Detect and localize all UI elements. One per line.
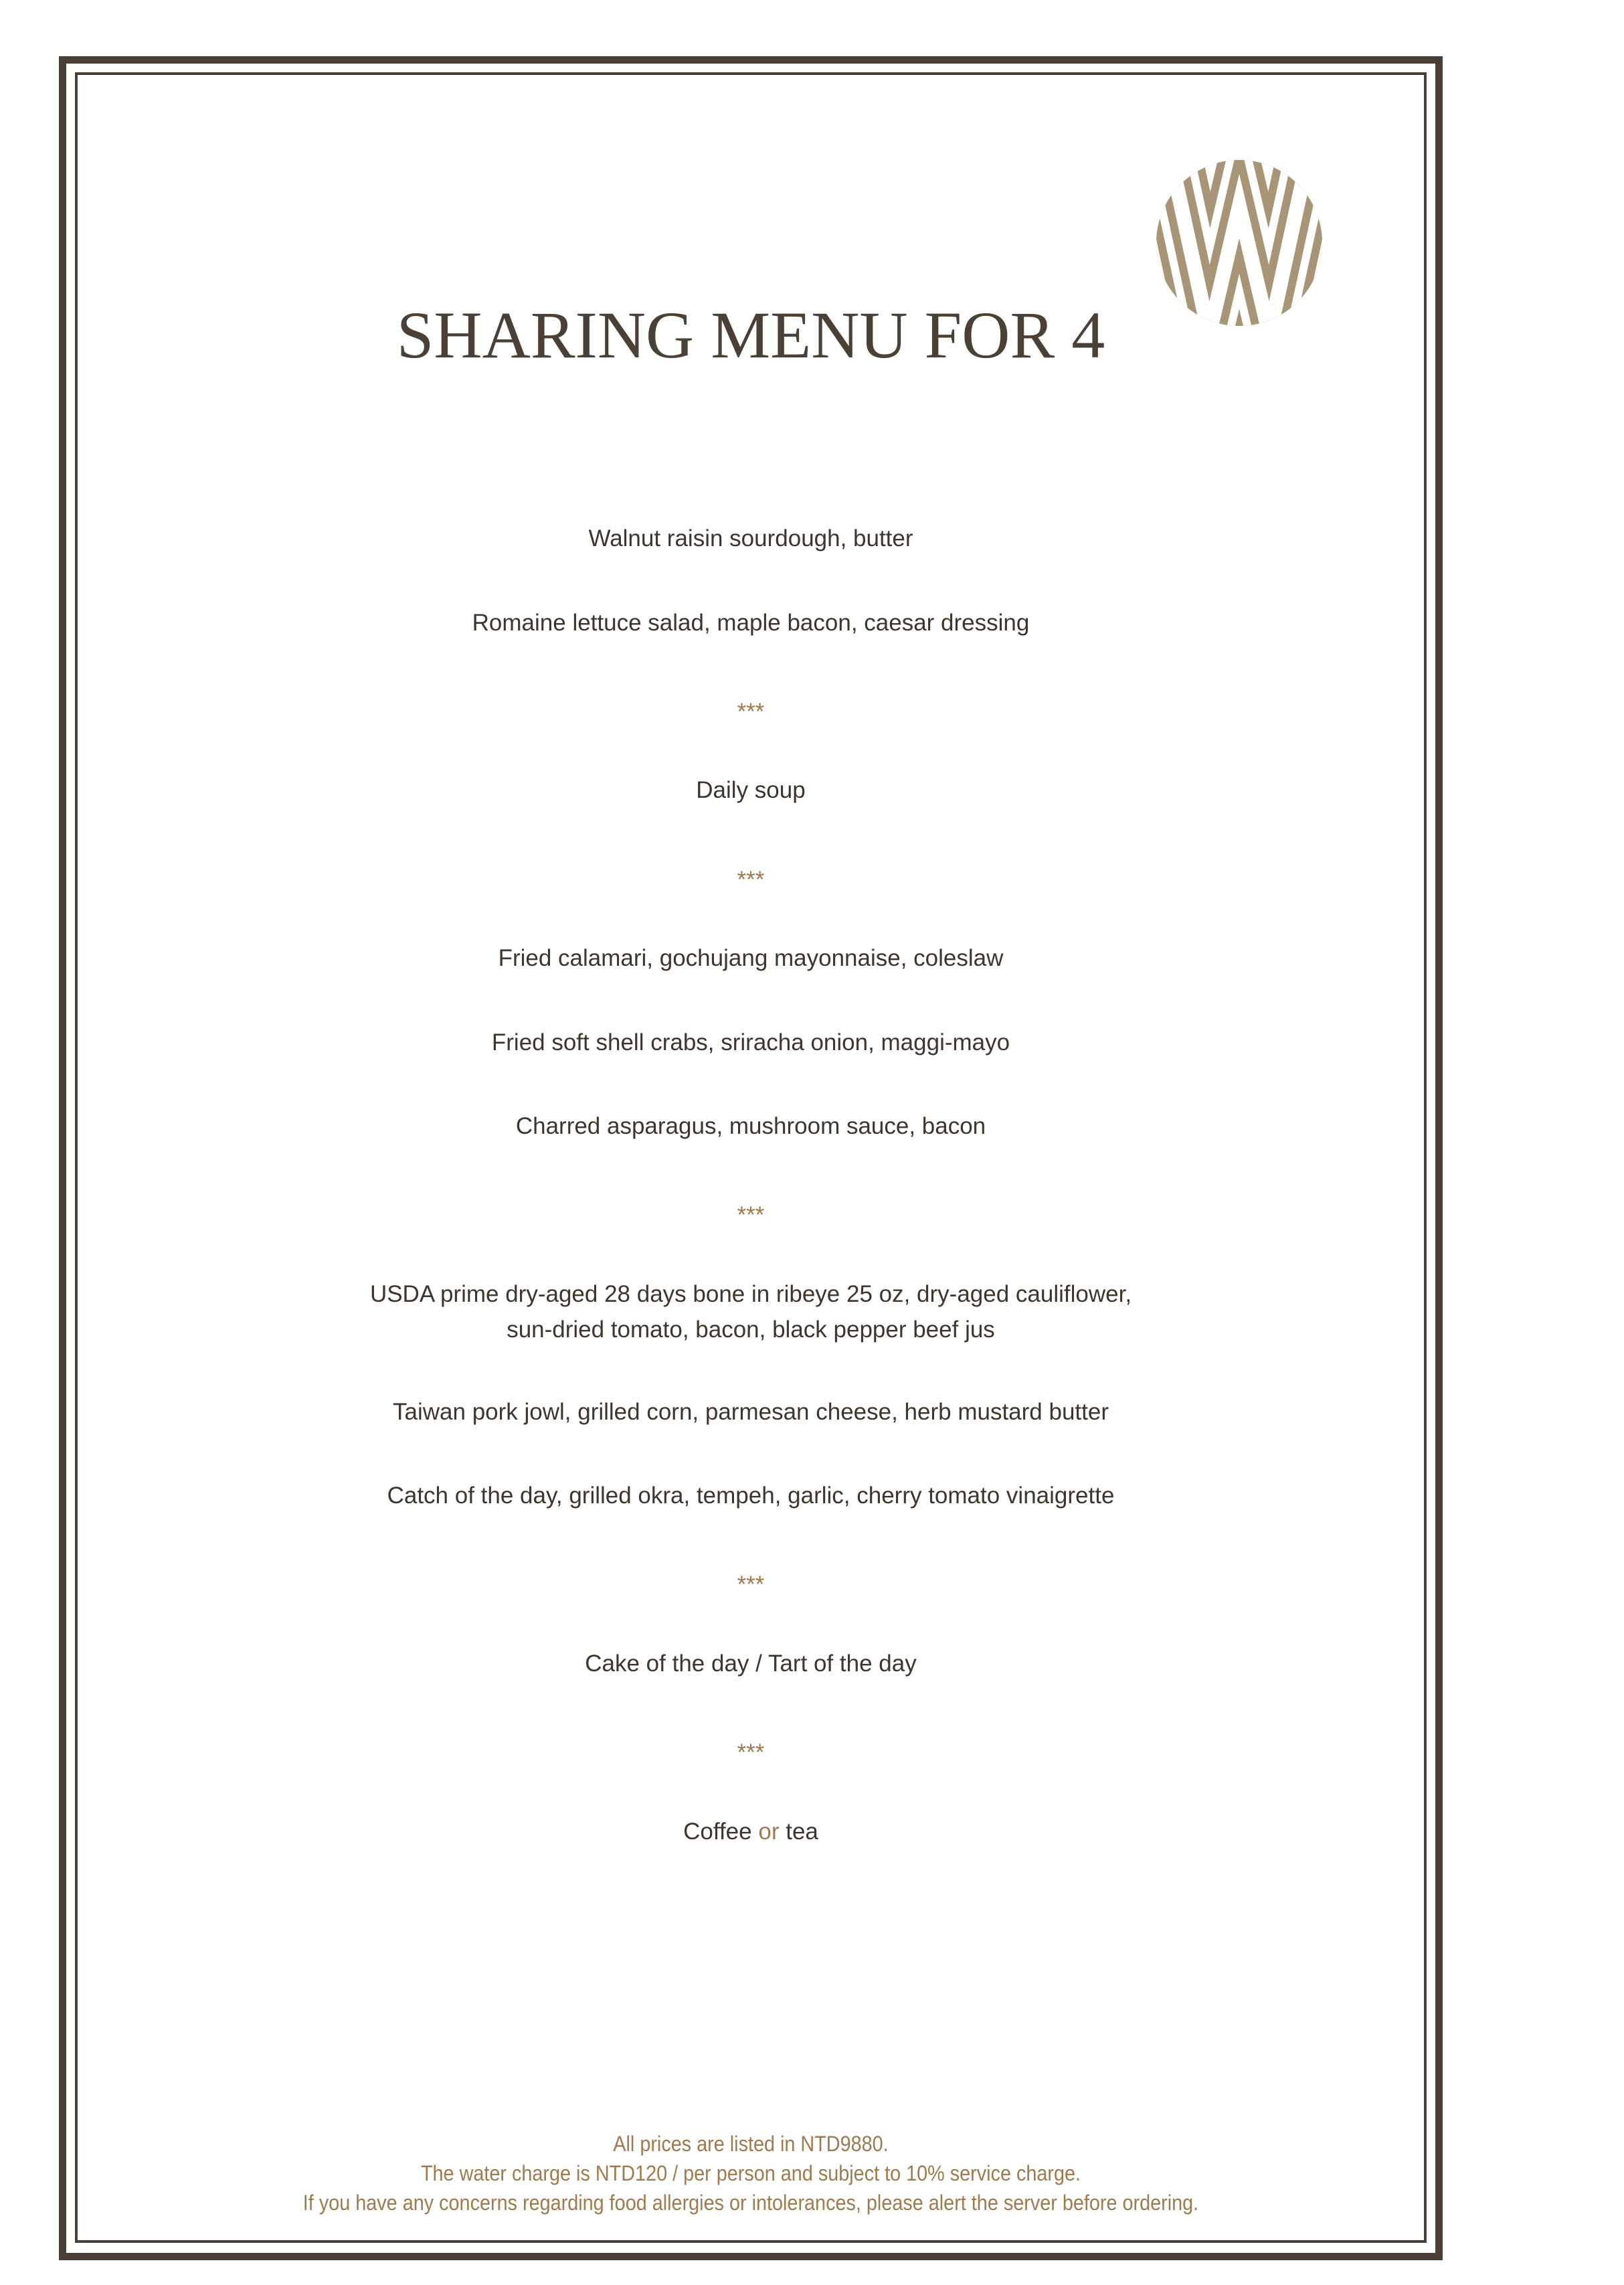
menu-item: Fried calamari, gochujang mayonnaise, coleslaw <box>498 945 1004 971</box>
menu-item: Fried soft shell crabs, sriracha onion, maggi-mayo <box>491 1029 1010 1055</box>
footer-note: If you have any concerns regarding food allergies or intolerances, please alert the server before ordering. <box>302 2191 1199 2215</box>
footer-note: The water charge is NTD120 / per person and subject to 10% service charge. <box>420 2161 1081 2185</box>
course-separator: *** <box>737 1572 765 1598</box>
menu-item: Romaine lettuce salad, maple bacon, caesar dressing <box>472 610 1030 636</box>
page-title: SHARING MENU FOR 4 <box>396 298 1105 372</box>
menu-item-conjunction: or <box>758 1818 780 1845</box>
course-separator: *** <box>737 1202 765 1228</box>
menu-item: Catch of the day, grilled okra, tempeh, garlic, cherry tomato vinaigrette <box>387 1483 1115 1509</box>
menu-item: Taiwan pork jowl, grilled corn, parmesan cheese, herb mustard butter <box>393 1399 1109 1425</box>
frame-inner-border <box>75 72 1427 2243</box>
menu-item-line: USDA prime dry-aged 28 days bone in ribeye 25 oz, dry-aged cauliflower, <box>369 1281 1132 1307</box>
menu-item-coffee-tea <box>59 1817 1443 1847</box>
course-separator: *** <box>737 867 765 893</box>
course-separator: *** <box>737 699 765 725</box>
menu-item: Daily soup <box>696 777 806 803</box>
course-separator: *** <box>737 1740 765 1766</box>
menu-item-line: sun-dried tomato, bacon, black pepper beef jus <box>507 1317 995 1343</box>
menu-frame <box>59 56 1443 2260</box>
menu-item-text: tea <box>786 1818 818 1845</box>
menu-item-text: Coffee <box>683 1818 752 1845</box>
footer-note: All prices are listed in NTD9880. <box>613 2132 889 2156</box>
menu-item: Charred asparagus, mushroom sauce, bacon <box>515 1113 986 1139</box>
menu-item: Cake of the day / Tart of the day <box>585 1651 917 1677</box>
menu-item: Walnut raisin sourdough, butter <box>588 525 913 552</box>
